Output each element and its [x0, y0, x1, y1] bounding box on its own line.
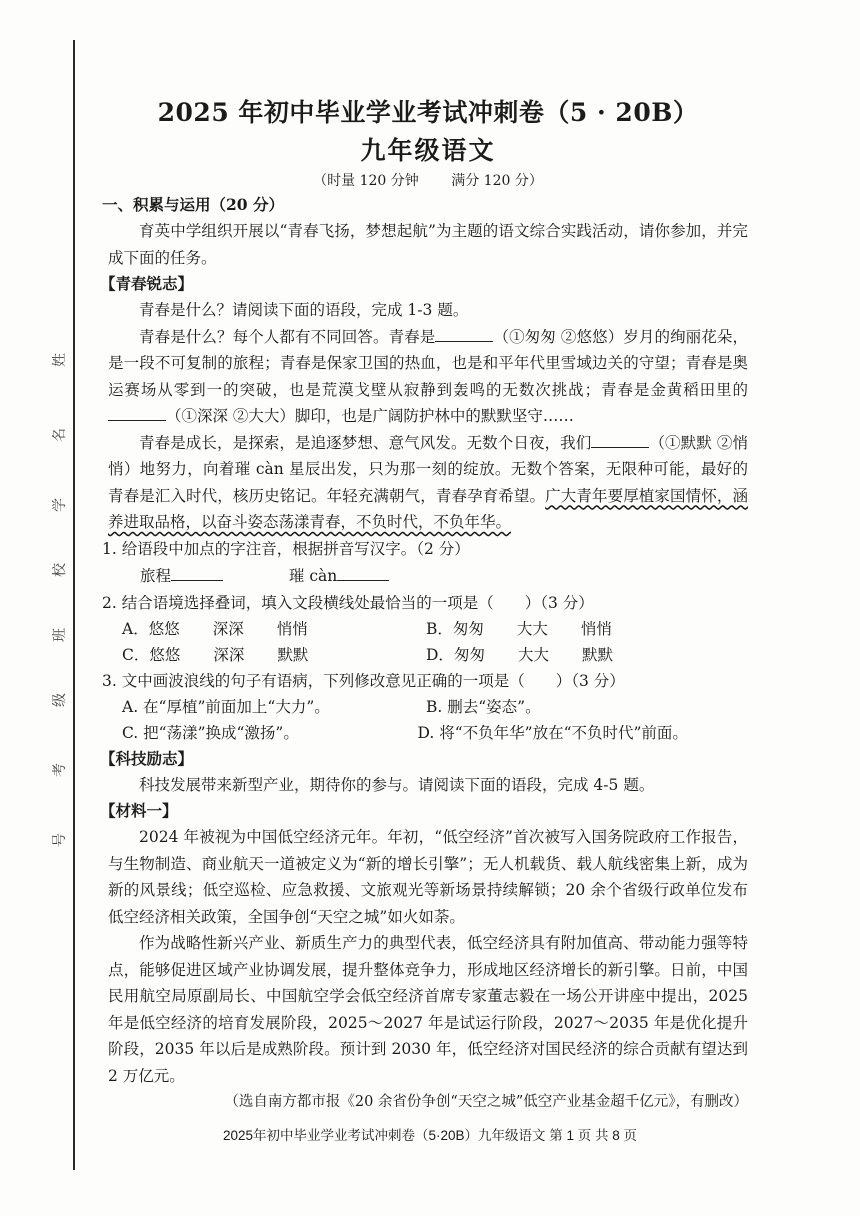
passage-text: 青春是什么？每个人都有不同回答。青春是	[139, 327, 436, 346]
passage-paragraph-2	[108, 430, 748, 536]
option-d: D. 将“不负年华”放在“不负时代”前面。	[417, 723, 688, 742]
answer-blank	[435, 327, 493, 342]
option-b: B．匆匆 大大 悄悄	[426, 619, 612, 638]
material-1-heading: 【材料一】	[100, 801, 178, 820]
exam-time: （时量 120 分钟	[313, 173, 419, 189]
margin-label: 班	[52, 628, 68, 642]
margin-label: 考	[52, 763, 68, 777]
binding-margin-line	[73, 40, 75, 1170]
question-2-options-row-1	[108, 616, 748, 642]
material-1-paragraph-2: 作为战略性新兴产业、新质生产力的典型代表，低空经济具有附加值高、带动能力强等特点，能够促进区域产业协调发展，提升整体竞争力，形成地区经济增长的新引擎。日前，中国民用航空局原副局长、中国航空学会低空经济首席专家董志毅在一场公开讲座中提出，2025 年是低空经济的培育发展阶段，2025～2027 年是试运行阶段，2027～2035 年是优化提升阶段，2035 年以后是成熟阶段。预计到 2030 年，低空经济对国民经济的综合贡献有望达到 2 万亿元。	[108, 934, 748, 1085]
exam-subject: 九年级语文	[360, 136, 496, 165]
answer-blank	[108, 406, 166, 421]
question-2: 2. 结合语境选择叠词，填入文段横线处最恰当的一项是（ ）（3 分）	[102, 593, 594, 612]
passage-text: 青春是成长，是探索，是追逐梦想、意气风发。无数个日夜，我们	[139, 433, 592, 452]
part-intro-youth: 青春是什么？请阅读下面的语段，完成 1-3 题。	[139, 301, 469, 319]
question-3-options-row-2	[108, 720, 748, 746]
question-3: 3. 文中画波浪线的句子有语病，下列修改意见正确的一项是（ ）（3 分）	[102, 671, 625, 690]
part-intro-tech: 科技发展带来新型产业，期待你的参与。请阅读下面的语段，完成 4-5 题。	[139, 775, 655, 794]
answer-blank	[171, 566, 223, 581]
question-1: 1. 给语段中加点的字注音，根据拼音写汉字。（2 分）	[102, 539, 470, 558]
part-heading-tech: 【科技励志】	[100, 748, 194, 768]
option-c: C. 把“荡漾”换成“激扬”。	[122, 723, 299, 742]
material-source: （选自南方都市报《20 余省份争创“天空之城”低空产业基金超千亿元》，有删改）	[224, 1094, 748, 1110]
question-2-options-row-2	[108, 642, 748, 668]
margin-label: 级	[52, 693, 68, 707]
page-footer: 2025年初中毕业学业考试冲刺卷（5·20B）九年级语文 第 1 页 共 8 页	[222, 1128, 638, 1143]
option-d: D．匆匆 大大 默默	[426, 645, 613, 664]
exam-title: 2025 年初中毕业学业考试冲刺卷（5 · 20B）	[157, 98, 699, 127]
option-b: B. 删去“姿态”。	[426, 697, 541, 716]
answer-blank	[337, 566, 389, 581]
part-heading-youth: 【青春锐志】	[100, 274, 194, 293]
material-1-paragraph-1: 2024 年被视为中国低空经济元年。年初，“低空经济”首次被写入国务院政府工作报告，与生物制造、商业航天一道被定义为“新的增长引擎”；无人机载货、载人航线密集上新，成为新的风景线；低空巡检、应急救援、文旅观光等新场景持续解锁；20 余个省级行政单位发布低空经济相关政策，全国争创“天空之城”如火如荼。	[108, 828, 748, 926]
exam-info	[108, 170, 748, 192]
exam-page	[100, 96, 748, 1116]
option-a: A. 在“厚植”前面加上“大力”。	[122, 697, 330, 716]
section-heading-1: 一、积累与运用（20 分）	[102, 195, 284, 214]
passage-text: （①默默 ②悄悄）地努力，向着璀 càn 星辰出发，只为那一刻的绽放。无数个答案，无限种可能，最好的青春是汇入时代，核历史铭记。年轻充满朝气，青春孕育希望。	[108, 433, 748, 505]
exam-score: 满分 120 分）	[451, 173, 543, 189]
passage-paragraph-1	[108, 324, 748, 430]
passage-text: （①深深 ②大大）脚印，也是广阔防护林中的默默坚守……	[166, 407, 574, 425]
intro-paragraph: 育英中学组织开展以“青春飞扬，梦想起航”为主题的语文综合实践活动，请你参加，并完成下面的任务。	[108, 222, 748, 267]
option-a: A．悠悠 深深 悄悄	[122, 619, 308, 638]
passage-text: （①匆匆 ②悠悠）岁月的绚丽花朵，是一段不可复制的旅程；青春是保家卫国的热血，也是和平年代里雪域边关的守望；青春是奥运赛场从零到一的突破，也是荒漠戈壁从寂静到轰鸣的无数次挑战；青春是金黄稻田里的	[108, 327, 748, 399]
margin-label: 校	[52, 563, 68, 577]
fill-label: 旅程	[140, 566, 172, 585]
question-1-fill-row	[108, 562, 748, 590]
answer-blank	[591, 433, 649, 448]
margin-label: 学	[52, 498, 68, 512]
wavy-underlined-sentence: 广大青年要厚植家国情怀，涵养进取品格，以奋斗姿态荡漾青春，不负时代，不负年华。	[108, 486, 748, 531]
option-c: C．悠悠 深深 默默	[122, 645, 309, 664]
fill-label: 璀 càn	[288, 566, 338, 585]
question-3-options-row-1	[108, 694, 748, 720]
margin-label: 名	[52, 428, 68, 442]
margin-label: 姓	[52, 353, 68, 367]
margin-label: 号	[52, 833, 68, 847]
